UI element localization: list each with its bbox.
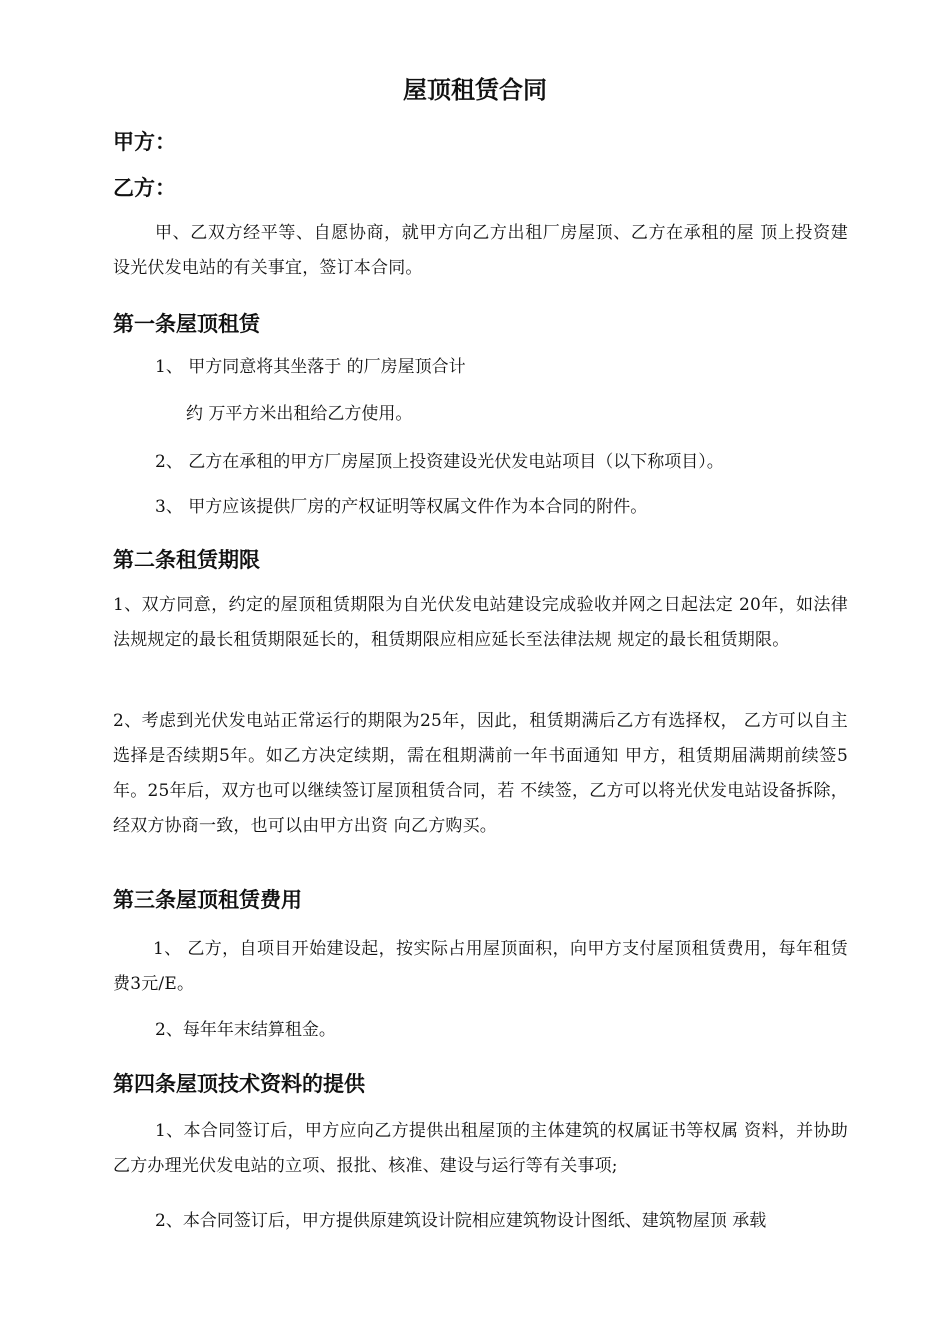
article-2-heading: 第二条租赁期限: [113, 548, 260, 572]
party-a-label: 甲方：: [113, 130, 176, 154]
article-2-item-1: 1、双方同意，约定的屋顶租赁期限为自光伏发电站建设完成验收并网之日起法定 20年，如法律法规规定的最长租赁期限延长的，租赁期限应相应延长至法律法规 规定的最长租赁期限。: [113, 595, 848, 650]
article-1-item-1-line-2: 约 万平方米出租给乙方使用。: [186, 404, 413, 424]
article-1-item-1-line-1: 1、 甲方同意将其坐落于 的厂房屋顶合计: [155, 357, 466, 377]
party-b-label: 乙方：: [113, 176, 176, 200]
document-title: 屋顶租赁合同: [403, 76, 547, 104]
article-1-item-2: 2、 乙方在承租的甲方厂房屋顶上投资建设光伏发电站项目（以下称项目）。: [155, 452, 724, 472]
article-4-heading: 第四条屋顶技术资料的提供: [113, 1072, 365, 1096]
article-4-item-1: 1、本合同签订后，甲方应向乙方提供出租屋顶的主体建筑的权属证书等权属 资料，并协助乙方办理光伏发电站的立项、报批、核准、建设与运行等有关事项;: [113, 1121, 848, 1176]
article-2-item-2: 2、考虑到光伏发电站正常运行的期限为25年，因此，租赁期满后乙方有选择权， 乙方可以自主选择是否续期5年。如乙方决定续期，需在租期满前一年书面通知 甲方，租赁期届满期前续签5年。25年后，双方也可以继续签订屋顶租赁合同，若 不续签，乙方可以将光伏发电站设备拆除，经双方协商一致，也可以由甲方出资 向乙方购买。: [113, 711, 848, 836]
article-1-heading: 第一条屋顶租赁: [113, 312, 260, 336]
article-1-item-3: 3、 甲方应该提供厂房的产权证明等权属文件作为本合同的附件。: [155, 497, 648, 517]
article-3-heading: 第三条屋顶租赁费用: [113, 888, 302, 912]
intro-paragraph: 甲、乙双方经平等、自愿协商，就甲方向乙方出租厂房屋顶、乙方在承租的屋 顶上投资建设光伏发电站的有关事宜，签订本合同。: [113, 223, 848, 278]
article-4-item-2: 2、本合同签订后，甲方提供原建筑设计院相应建筑物设计图纸、建筑物屋顶 承载: [155, 1211, 767, 1231]
article-3-item-2: 2、每年年末结算租金。: [155, 1020, 336, 1040]
article-3-item-1: 1、 乙方，自项目开始建设起，按实际占用屋顶面积，向甲方支付屋顶租赁费用，每年租赁费3元/E。: [113, 939, 848, 994]
